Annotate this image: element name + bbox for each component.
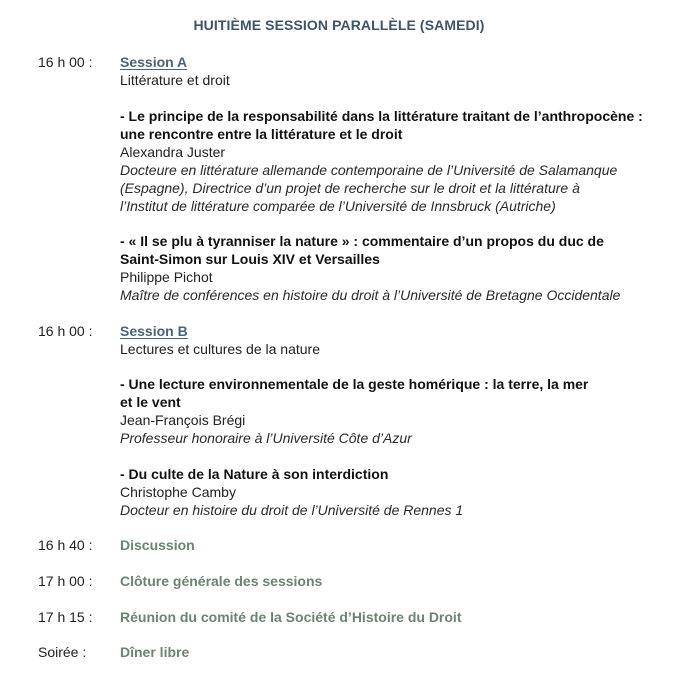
talk-pichot: [120, 232, 660, 304]
speaker-name: Christophe Camby: [120, 484, 236, 500]
talk-title-line: Saint-Simon sur Louis XIV et Versailles: [120, 251, 380, 267]
speaker-name: Jean-François Brégi: [120, 412, 246, 428]
session-a-block: [120, 53, 660, 89]
talk-title-line: - « Il se plu à tyranniser la nature » : commentaire d’un propos du duc de: [120, 233, 604, 249]
speaker-affiliation: Docteur en histoire du droit de l’Université de Rennes 1: [120, 502, 464, 518]
speaker-name: Alexandra Juster: [120, 144, 226, 160]
talk-bregi: [120, 375, 660, 447]
talk-title-line: et le vent: [120, 394, 181, 410]
talk-title-line: - Du culte de la Nature à son interdiction: [120, 466, 389, 482]
session-a-time: 16 h 00 :: [38, 54, 93, 70]
session-a-link[interactable]: Session A: [120, 54, 188, 70]
talk-title-line: une rencontre entre la littérature et le droit: [120, 126, 403, 142]
event-discussion: Discussion: [120, 537, 195, 553]
talk-juster: [120, 107, 660, 215]
speaker-affiliation: Docteure en littérature allemande contemporaine de l’Université de Salamanque: [120, 162, 618, 178]
session-b-block: [120, 322, 660, 358]
session-b-time: 16 h 00 :: [38, 323, 93, 339]
speaker-affiliation: Professeur honoraire à l’Université Côte d’Azur: [120, 430, 412, 446]
event-time: 17 h 00 :: [38, 573, 93, 589]
talk-title-line: - Une lecture environnementale de la geste homérique : la terre, la mer: [120, 376, 589, 392]
event-time: 17 h 15 :: [38, 609, 93, 625]
speaker-name: Philippe Pichot: [120, 269, 213, 285]
page-title: HUITIÈME SESSION PARALLÈLE (SAMEDI): [193, 17, 485, 33]
session-b-link[interactable]: Session B: [120, 323, 188, 339]
event-committee-meeting: Réunion du comité de la Société d’Histoire du Droit: [120, 609, 462, 625]
event-dinner: Dîner libre: [120, 644, 190, 660]
talk-title-line: - Le principe de la responsabilité dans la littérature traitant de l’anthropocène :: [120, 108, 643, 124]
speaker-affiliation: Maître de conférences en histoire du droit à l’Université de Bretagne Occidentale: [120, 287, 621, 303]
session-a-theme: Littérature et droit: [120, 72, 230, 88]
event-closing: Clôture générale des sessions: [120, 573, 323, 589]
speaker-affiliation: (Espagne), Directrice d’un projet de recherche sur le droit et la littérature à: [120, 180, 580, 196]
event-time: Soirée :: [38, 644, 87, 660]
talk-camby: [120, 465, 660, 519]
speaker-affiliation: l’Institut de littérature comparée de l’Université de Innsbruck (Autriche): [120, 198, 556, 214]
event-time: 16 h 40 :: [38, 537, 93, 553]
session-b-theme: Lectures et cultures de la nature: [120, 341, 321, 357]
